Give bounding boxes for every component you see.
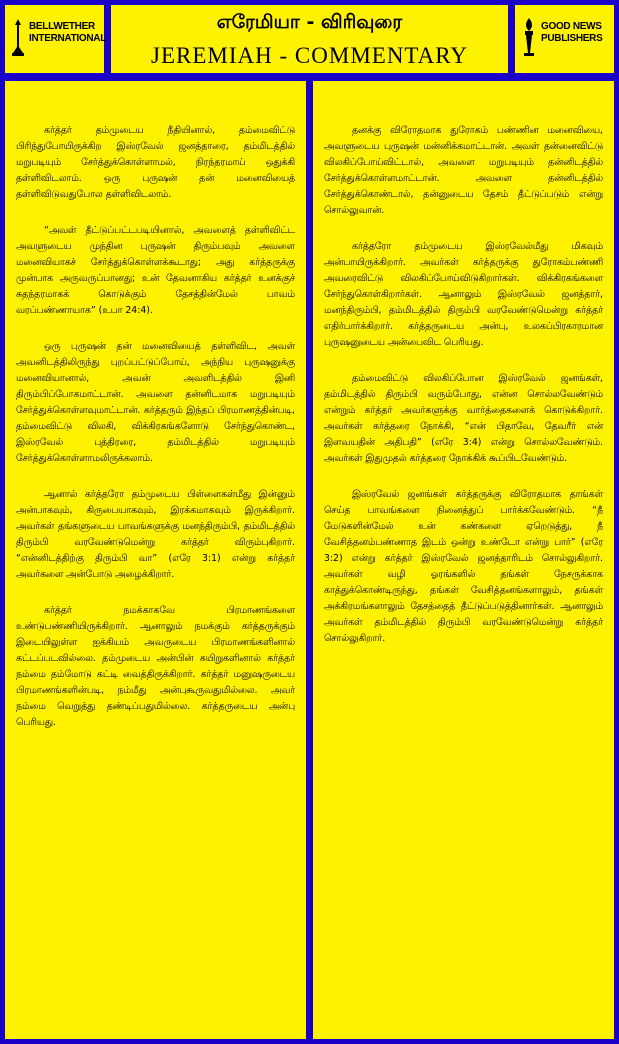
left-paragraph-5: கர்த்தர் நமக்காகவே பிரமாணங்களை உண்டுபண்ணியிருக்கிறார். ஆனாலும் நமக்கும் கர்த்தருக்கும் இடையிலுள்ள ஐக்கியம் அவருடைய பிரமாணங்களினால் கட்டப்படவில்லை. தம்முடைய அன்பின் கயிறுகளினால் கர்த்தர் நம்மை தம்மோடு கட்டி வைத்திருக்கிறார். கர்த்தர் மனுஷருடைய பிரமாணங்களின்படி, நம்மீது அன்புகூருவதுமில்லை. அவர் நம்மை வெறுத்து தண்டிப்பதுமில்லை. கர்த்தருடைய அன்பு பெரியது. — [16, 605, 295, 728]
bellwether-logo — [11, 15, 107, 65]
left-column — [3, 79, 308, 1041]
bellwether-logo-line1: BELLWETHER — [29, 21, 95, 32]
right-paragraph-1: தனக்கு விரோதமாக துரோகம் பண்ணின மனைவியை, அவளுடைய புருஷன் மன்னிக்கமாட்டான். அவள் தன்னைவிட்டு விலகிப்போய்விட்டால், அவளை மறுபடியும் தன்னிடத்தில் சேர்த்துக்கொள்ளமாட்டான். அவளை தன்னிடத்தில் சேர்த்துக்கொண்டால், தன்னுடைய தேசம் தீட்டுப்படும் என்று சொல்லுவான். — [324, 125, 603, 216]
left-paragraph-2: “அவள் தீட்டுப்பட்டபடியினால், அவளைத் தள்ளிவிட்ட அவளுடைய முந்தின புருஷன் திரும்பவும் அவளை மனைவியாகச் சேர்த்துக்கொள்ளக்கூடாது; அது கர்த்தருக்கு முன்பாக அருவருப்பானது; உன் தேவனாகிய கர்த்தர் உனக்குச் சுதந்தரமாகக் கொடுக்கும் தேசத்தின்மேல் பாவம் வரப்பண்ணாயாக” (உபா 24:4). — [16, 225, 295, 316]
bellwether-logo-line2: INTERNATIONAL — [29, 33, 107, 44]
page-title-tamil: எரேமியா - விரிவுரை — [216, 11, 403, 33]
right-paragraph-2: கர்த்தரோ தம்முடைய இஸ்ரவேல்மீது மிகவும் அன்பாயிருக்கிறார். அவர்கள் கர்த்தருக்கு துரோகம்பண்ணி அவரைவிட்டு விலகிப்போய்விடுகிறார்கள். விக்கிரகங்களை சேர்ந்துகொள்கிறார்கள். ஆனாலும் இஸ்ரவேல் ஜனத்தார், மனந்திரும்பி, தம்மிடத்தில் திரும்பி வரவேண்டுமென்று கர்த்தர் எதிர்பார்க்கிறார். கர்த்தருடைய அன்பு, உலகப்பிரகாரமான புருஷனுடைய அன்பைவிட பெரியது. — [324, 241, 603, 348]
goodnews-logo-line1: GOOD NEWS — [541, 21, 602, 32]
goodnews-logo-line2: PUBLISHERS — [541, 33, 603, 44]
goodnews-logo-box — [513, 3, 616, 75]
goodnews-logo — [521, 15, 608, 65]
right-paragraph-4: இஸ்ரவேல் ஜனங்கள் கர்த்தருக்கு விரோதமாக தாங்கள் செய்த பாவங்களை நினைத்துப் பார்க்கவேண்டும். “நீ மேடுகளின்மேல் உன் கண்களை ஏறெடுத்து, நீ வேசித்தனம்பண்ணாத இடம் ஒன்று உண்டோ என்று பார்” (எரே 3:2) என்று கர்த்தர் இஸ்ரவேல் ஜனத்தாரிடம் சொல்லுகிறார். அவர்கள் வழி ஓரங்களில் தங்கள் நேசருக்காக காத்துக்கொண்டிருந்து, தங்கள் வேசித்தனங்களாலும், தங்கள் அக்கிரமங்களாலும் தேசத்தைத் தீட்டுப்படுத்தினார்கள். ஆனாலும் அவர்கள் தம்மிடத்தில் திரும்பி வரவேண்டுமென்று கர்த்தர் சொல்லுகிறார். — [324, 489, 603, 644]
page-title-english: JEREMIAH - COMMENTARY — [151, 43, 468, 68]
right-column — [311, 79, 616, 1041]
lamp-icon — [11, 17, 25, 57]
bellwether-logo-box — [3, 3, 106, 75]
left-paragraph-4: ஆனால் கர்த்தரோ தம்முடைய பிள்ளைகள்மீது இன்னும் அன்பாகவும், கிருபையாகவும், இரக்கமாகவும் இருக்கிறார். அவர்கள் தங்களுடைய பாவங்களுக்கு மனந்திரும்பி, தம்மிடத்தில் திரும்பி வரவேண்டுமென்று கர்த்தர் விரும்புகிறார். “என்னிடத்திற்கு திரும்பி வா” (எரே 3:1) என்று கர்த்தர் அவர்களை அன்போடு அழைக்கிறார். — [16, 489, 295, 580]
torch-icon — [521, 17, 537, 57]
title-box — [109, 3, 510, 75]
left-paragraph-1: கர்த்தர் தம்முடைய நீதியினால், தம்மைவிட்டு பிரிந்துபோயிருக்கிற இஸ்ரவேல் ஜனத்தாரை, தம்மிடத்தில் மறுபடியும் சேர்த்துக்கொள்ளாமல், நிரந்தரமாய் ஒதுக்கி தள்ளிவிடலாம். ஒரு புருஷன் தன் மனைவியைத் தள்ளிவிடுவதுபோல தள்ளிவிடலாம். — [16, 125, 295, 200]
right-paragraph-3: தம்மைவிட்டு விலகிப்போன இஸ்ரவேல் ஜனங்கள், தம்மிடத்தில் திரும்பி வரும்போது, என்ன சொல்லவேண்டும் என்றும் கர்த்தர் அவர்களுக்கு வார்த்தைகளைக் கொடுக்கிறார். அவர்கள் கர்த்தரை நோக்கி, “என் பிதாவே, தேவரீர் என் இளவயதின் அதிபதி” (எரே 3:4) என்று சொல்லவேண்டும். அவர்கள் இதுமுதல் கர்த்தரை நோக்கிக் கூப்பிடவேண்டும். — [324, 373, 603, 464]
left-paragraph-3: ஒரு புருஷன் தன் மனைவியைத் தள்ளிவிட, அவள் அவனிடத்திலிருந்து புறப்பட்டுப்போய், அந்நிய புருஷனுக்கு மனைவியானால், அவன் அவளிடத்தில் இனி திரும்பிப்போகமாட்டான். அவளை தன்னிடமாக மறுபடியும் சேர்த்துக்கொள்ளவுமாட்டான். கர்த்தரும் இந்தப் பிரமாணத்தின்படி, தம்மைவிட்டு விலகி, விக்கிரகங்களோடு சேர்ந்துகொண்ட, இஸ்ரவேல் புத்திரரை, தம்மிடத்தில் மறுபடியும் சேர்த்துக்கொள்ளாமலிருக்கலாம். — [16, 341, 295, 464]
